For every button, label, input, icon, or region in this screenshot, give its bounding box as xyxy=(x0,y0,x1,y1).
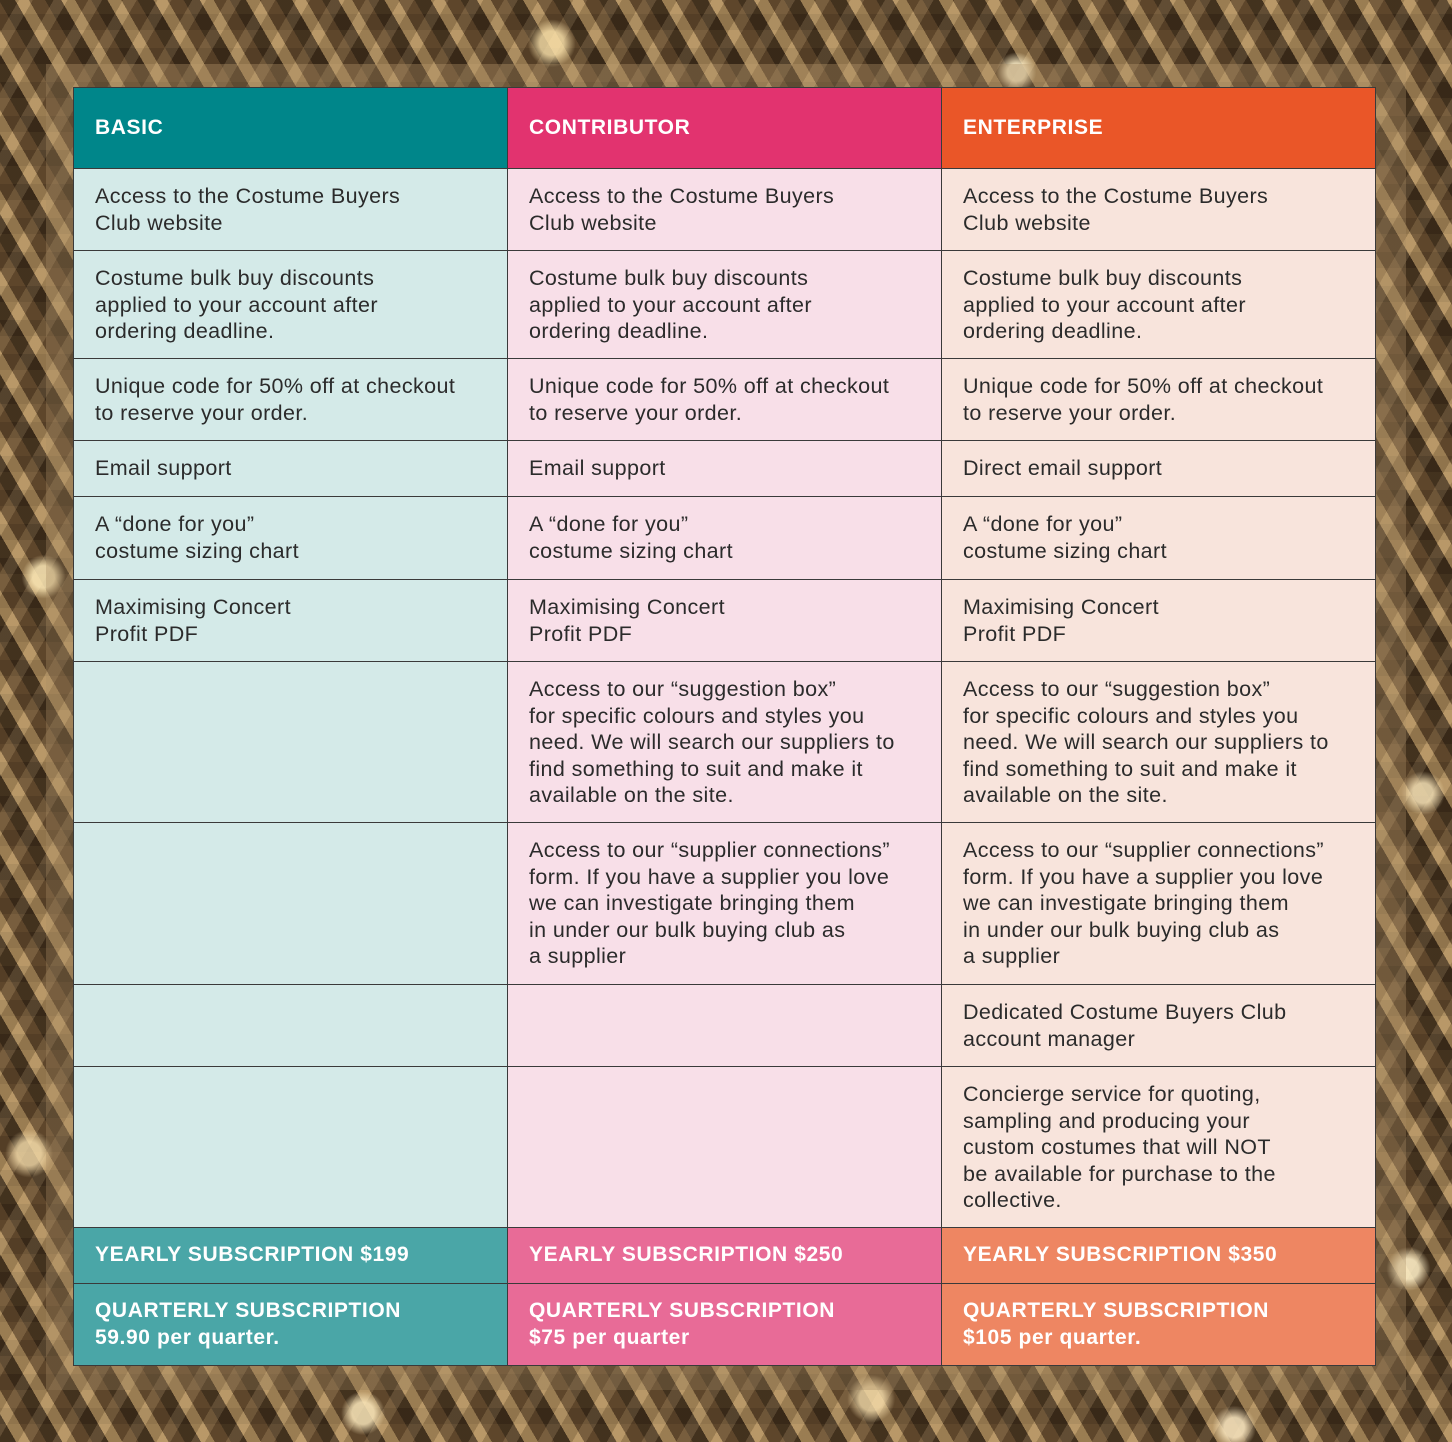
feature-cell-enterprise: Concierge service for quoting, sampling and producing your custom costumes that will NOT be available for purchase to the collective. xyxy=(942,1067,1376,1228)
feature-cell-basic xyxy=(74,823,508,985)
feature-cell-basic xyxy=(74,985,508,1067)
feature-row xyxy=(74,169,1376,251)
feature-cell-enterprise: Maximising Concert Profit PDF xyxy=(942,580,1376,662)
feature-cell-enterprise: Dedicated Costume Buyers Club account manager xyxy=(942,985,1376,1067)
quarterly-price-row xyxy=(74,1284,1376,1366)
feature-cell-contributor: Costume bulk buy discounts applied to your account after ordering deadline. xyxy=(508,251,942,359)
feature-row xyxy=(74,1067,1376,1228)
yearly-price-contributor: YEARLY SUBSCRIPTION $250 xyxy=(508,1228,942,1284)
feature-row xyxy=(74,985,1376,1067)
feature-cell-basic: A “done for you” costume sizing chart xyxy=(74,497,508,580)
yearly-price-basic: YEARLY SUBSCRIPTION $199 xyxy=(74,1228,508,1284)
plan-header-contributor: CONTRIBUTOR xyxy=(508,88,942,169)
feature-cell-basic: Email support xyxy=(74,441,508,497)
pricing-comparison-table xyxy=(73,87,1376,1366)
feature-cell-enterprise: Access to our “supplier connections” form. If you have a supplier you love we can investigate bringing them in under our bulk buying club as a supplier xyxy=(942,823,1376,985)
feature-cell-contributor: Maximising Concert Profit PDF xyxy=(508,580,942,662)
feature-cell-basic: Unique code for 50% off at checkout to reserve your order. xyxy=(74,359,508,441)
feature-cell-contributor: Access to our “suggestion box” for specific colours and styles you need. We will search our suppliers to find something to suit and make it available on the site. xyxy=(508,662,942,823)
feature-row xyxy=(74,823,1376,985)
plan-header-enterprise: ENTERPRISE xyxy=(942,88,1376,169)
feature-cell-contributor: Unique code for 50% off at checkout to reserve your order. xyxy=(508,359,942,441)
feature-cell-basic: Maximising Concert Profit PDF xyxy=(74,580,508,662)
feature-row xyxy=(74,497,1376,580)
feature-cell-enterprise: Costume bulk buy discounts applied to your account after ordering deadline. xyxy=(942,251,1376,359)
feature-row xyxy=(74,580,1376,662)
feature-row xyxy=(74,251,1376,359)
feature-cell-enterprise: A “done for you” costume sizing chart xyxy=(942,497,1376,580)
feature-cell-basic: Access to the Costume Buyers Club website xyxy=(74,169,508,251)
feature-cell-contributor: A “done for you” costume sizing chart xyxy=(508,497,942,580)
feature-cell-basic xyxy=(74,1067,508,1228)
feature-cell-enterprise: Access to our “suggestion box” for specific colours and styles you need. We will search our suppliers to find something to suit and make it available on the site. xyxy=(942,662,1376,823)
feature-cell-contributor: Access to the Costume Buyers Club website xyxy=(508,169,942,251)
feature-cell-contributor: Email support xyxy=(508,441,942,497)
feature-row xyxy=(74,441,1376,497)
plan-header-basic: BASIC xyxy=(74,88,508,169)
yearly-price-row xyxy=(74,1228,1376,1284)
feature-cell-enterprise: Direct email support xyxy=(942,441,1376,497)
feature-cell-enterprise: Access to the Costume Buyers Club website xyxy=(942,169,1376,251)
feature-cell-contributor xyxy=(508,1067,942,1228)
feature-cell-enterprise: Unique code for 50% off at checkout to reserve your order. xyxy=(942,359,1376,441)
yearly-price-enterprise: YEARLY SUBSCRIPTION $350 xyxy=(942,1228,1376,1284)
feature-row xyxy=(74,359,1376,441)
feature-cell-contributor: Access to our “supplier connections” form. If you have a supplier you love we can investigate bringing them in under our bulk buying club as a supplier xyxy=(508,823,942,985)
quarterly-price-contributor: QUARTERLY SUBSCRIPTION $75 per quarter xyxy=(508,1284,942,1366)
feature-cell-basic: Costume bulk buy discounts applied to your account after ordering deadline. xyxy=(74,251,508,359)
quarterly-price-basic: QUARTERLY SUBSCRIPTION 59.90 per quarter. xyxy=(74,1284,508,1366)
plan-header-row xyxy=(74,88,1376,169)
feature-row xyxy=(74,662,1376,823)
feature-cell-basic xyxy=(74,662,508,823)
quarterly-price-enterprise: QUARTERLY SUBSCRIPTION $105 per quarter. xyxy=(942,1284,1376,1366)
feature-cell-contributor xyxy=(508,985,942,1067)
